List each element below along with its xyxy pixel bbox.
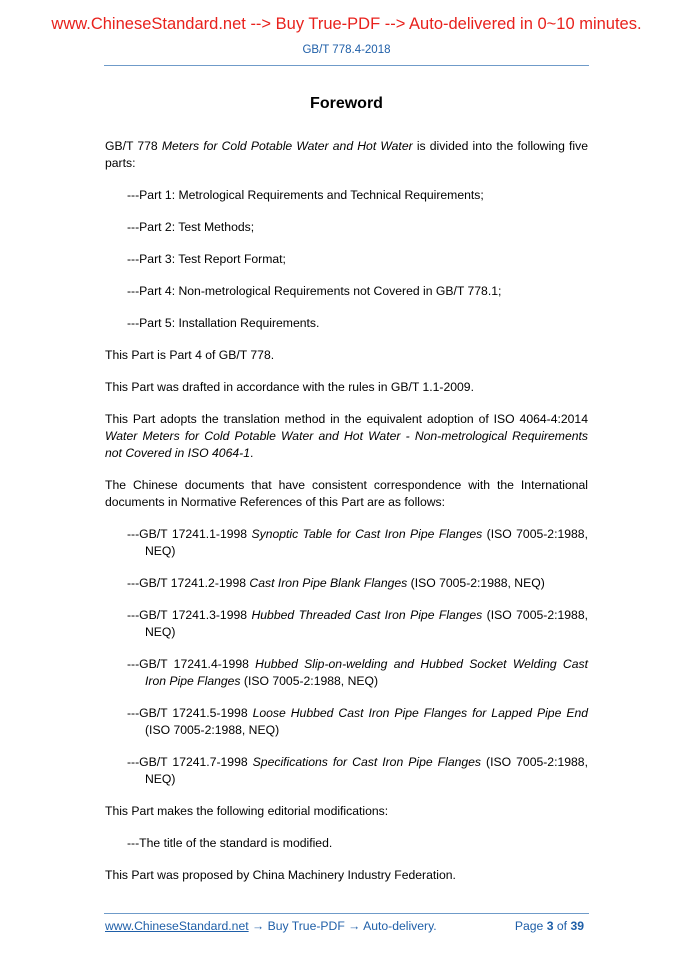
reference-title: Cast Iron Pipe Blank Flanges	[249, 576, 408, 590]
reference-item	[127, 705, 588, 739]
part-item-1: ---Part 1: Metrological Requirements and Technical Requirements;	[127, 188, 484, 202]
promo-banner[interactable]: www.ChineseStandard.net --> Buy True-PDF --> Auto-delivered in 0~10 minutes.	[51, 15, 642, 33]
adoption-text: This Part adopts the translation method in the equivalent adoption of ISO 4064-4:2014	[105, 412, 588, 426]
reference-title: Loose Hubbed Cast Iron Pipe Flanges for Lapped Pipe End	[252, 706, 588, 720]
reference-title: Hubbed Slip-on-welding and Hubbed Socket Welding Cast Iron Pipe Flanges	[145, 657, 588, 688]
reference-note: (ISO 7005-2:1988, NEQ)	[407, 576, 545, 590]
reference-title: Specifications for Cast Iron Pipe Flanges	[252, 755, 482, 769]
reference-item	[127, 575, 588, 592]
footer-promo	[105, 918, 437, 934]
editorial-item: ---The title of the standard is modified.	[127, 836, 333, 850]
reference-item	[127, 607, 588, 641]
intro-text-end: is divided into the following five parts:	[105, 139, 588, 170]
footer-site-link[interactable]: www.ChineseStandard.net	[105, 919, 249, 933]
reference-note: (ISO 7005-2:1988, NEQ)	[145, 608, 588, 639]
footer-promo-text: → Buy True-PDF → Auto-delivery.	[248, 919, 437, 933]
reference-note: (ISO 7005-2:1988, NEQ)	[240, 674, 379, 688]
page-content	[105, 94, 588, 899]
part-item-2: ---Part 2: Test Methods;	[127, 220, 255, 234]
reference-code: ---GB/T 17241.5-1998	[127, 706, 253, 720]
page-label: Page	[514, 919, 547, 933]
page-footer	[105, 918, 588, 934]
foreword-title: Foreword	[310, 95, 383, 112]
reference-code: ---GB/T 17241.1-1998	[127, 527, 252, 541]
proposed-paragraph: This Part was proposed by China Machinery Industry Federation.	[105, 868, 456, 882]
header-divider	[104, 65, 589, 66]
reference-code: ---GB/T 17241.3-1998	[127, 608, 252, 622]
this-part-paragraph: This Part is Part 4 of GB/T 778.	[105, 348, 275, 362]
intro-text: GB/T 778	[105, 139, 162, 153]
of-label: of	[553, 919, 571, 933]
page-number: 3	[546, 919, 554, 933]
correspondence-paragraph: The Chinese documents that have consistent correspondence with the International documents in Normative References of this Part are as follows:	[105, 478, 588, 509]
adoption-paragraph	[105, 411, 588, 462]
reference-code: ---GB/T 17241.4-1998	[127, 657, 256, 671]
standard-title: Meters for Cold Potable Water and Hot Water	[161, 139, 413, 153]
reference-item	[127, 656, 588, 690]
intro-paragraph	[105, 138, 588, 172]
total-pages: 39	[570, 919, 584, 933]
iso-title: Water Meters for Cold Potable Water and Hot Water - Non-metrological Requirements not Covered in ISO 4064-1	[105, 429, 588, 460]
reference-code: ---GB/T 17241.2-1998	[127, 576, 250, 590]
footer-divider	[104, 913, 589, 914]
editorial-intro: This Part makes the following editorial modifications:	[105, 804, 389, 818]
part-item-3: ---Part 3: Test Report Format;	[127, 252, 286, 266]
adoption-text-end: .	[249, 446, 254, 460]
drafted-paragraph: This Part was drafted in accordance with the rules in GB/T 1.1-2009.	[105, 380, 474, 394]
reference-note: (ISO 7005-2:1988, NEQ)	[145, 527, 588, 558]
reference-title: Synoptic Table for Cast Iron Pipe Flanges	[251, 527, 483, 541]
reference-note: (ISO 7005-2:1988, NEQ)	[145, 723, 280, 737]
reference-note: (ISO 7005-2:1988, NEQ)	[145, 755, 588, 786]
part-item-5: ---Part 5: Installation Requirements.	[127, 316, 320, 330]
reference-code: ---GB/T 17241.7-1998	[127, 755, 253, 769]
part-item-4: ---Part 4: Non-metrological Requirements not Covered in GB/T 778.1;	[127, 284, 502, 298]
reference-item	[127, 754, 588, 788]
document-number: GB/T 778.4-2018	[302, 44, 391, 56]
page-indicator	[515, 918, 584, 934]
reference-item	[127, 526, 588, 560]
reference-title: Hubbed Threaded Cast Iron Pipe Flanges	[251, 608, 483, 622]
